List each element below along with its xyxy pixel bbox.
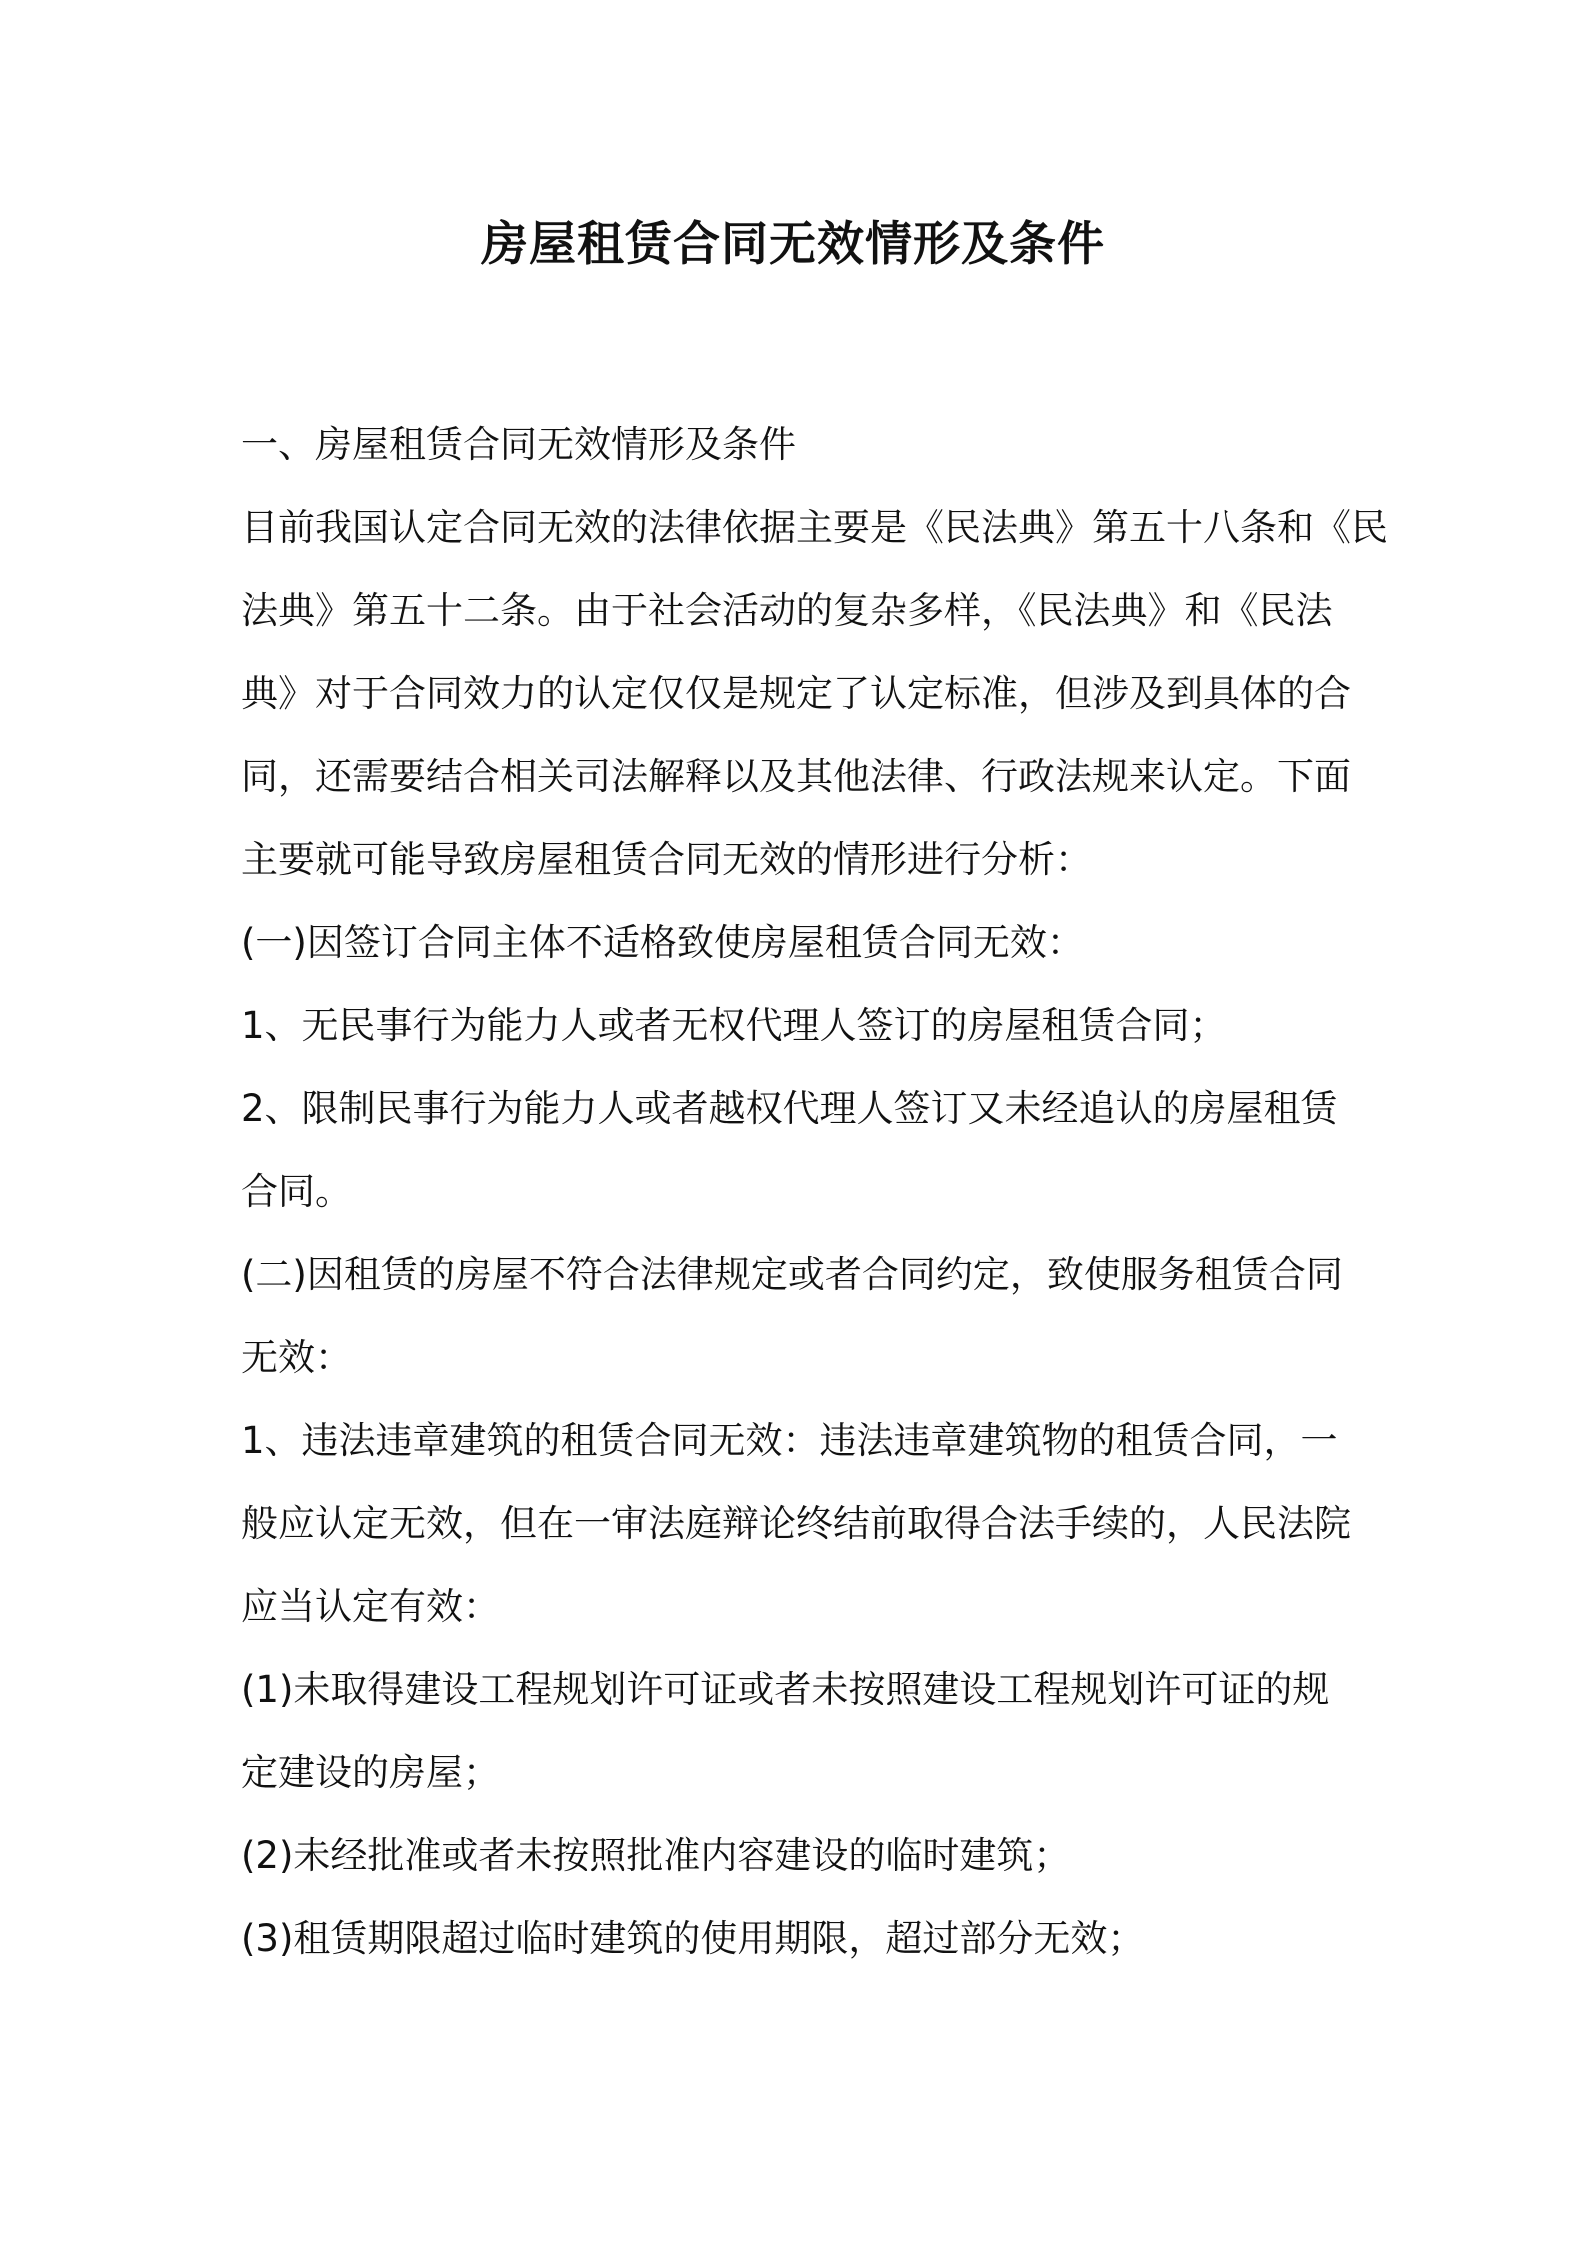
numbered-item: (3)租赁期限超过临时建筑的使用期限，超过部分无效； bbox=[241, 1917, 1145, 1960]
body-line: 同，还需要结合相关司法解释以及其他法律、行政法规来认定。下面 bbox=[241, 755, 1351, 798]
numbered-item-continuation: 定建设的房屋； bbox=[241, 1751, 500, 1794]
subsection-heading: (一)因签订合同主体不适格致使房屋租赁合同无效： bbox=[241, 921, 1084, 964]
list-item-continuation: 般应认定无效，但在一审法庭辩论终结前取得合法手续的，人民法院 bbox=[241, 1502, 1351, 1545]
list-item-continuation: 合同。 bbox=[241, 1170, 352, 1213]
list-item: 1、无民事行为能力人或者无权代理人签订的房屋租赁合同； bbox=[241, 1004, 1227, 1047]
document-body bbox=[241, 403, 1388, 1980]
body-line: 典》对于合同效力的认定仅仅是规定了认定标准，但涉及到具体的合 bbox=[241, 672, 1351, 715]
document-title: 房屋租赁合同无效情形及条件 bbox=[481, 217, 1105, 272]
body-line: 主要就可能导致房屋租赁合同无效的情形进行分析： bbox=[241, 838, 1092, 881]
section-heading: 一、房屋租赁合同无效情形及条件 bbox=[241, 423, 796, 466]
numbered-item: (2)未经批准或者未按照批准内容建设的临时建筑； bbox=[241, 1834, 1071, 1877]
list-item: 2、限制民事行为能力人或者越权代理人签订又未经追认的房屋租赁 bbox=[241, 1087, 1338, 1130]
list-item: 1、违法违章建筑的租赁合同无效：违法违章建筑物的租赁合同，一 bbox=[241, 1419, 1338, 1462]
subsection-heading-continuation: 无效： bbox=[241, 1336, 352, 1379]
subsection-heading: (二)因租赁的房屋不符合法律规定或者合同约定，致使服务租赁合同 bbox=[241, 1253, 1343, 1296]
body-line: 目前我国认定合同无效的法律依据主要是《民法典》第五十八条和《民 bbox=[241, 506, 1388, 549]
list-item-continuation: 应当认定有效： bbox=[241, 1585, 500, 1628]
body-line: 法典》第五十二条。由于社会活动的复杂多样，《民法典》和《民法 bbox=[241, 589, 1333, 632]
numbered-item: (1)未取得建设工程规划许可证或者未按照建设工程规划许可证的规 bbox=[241, 1668, 1330, 1711]
